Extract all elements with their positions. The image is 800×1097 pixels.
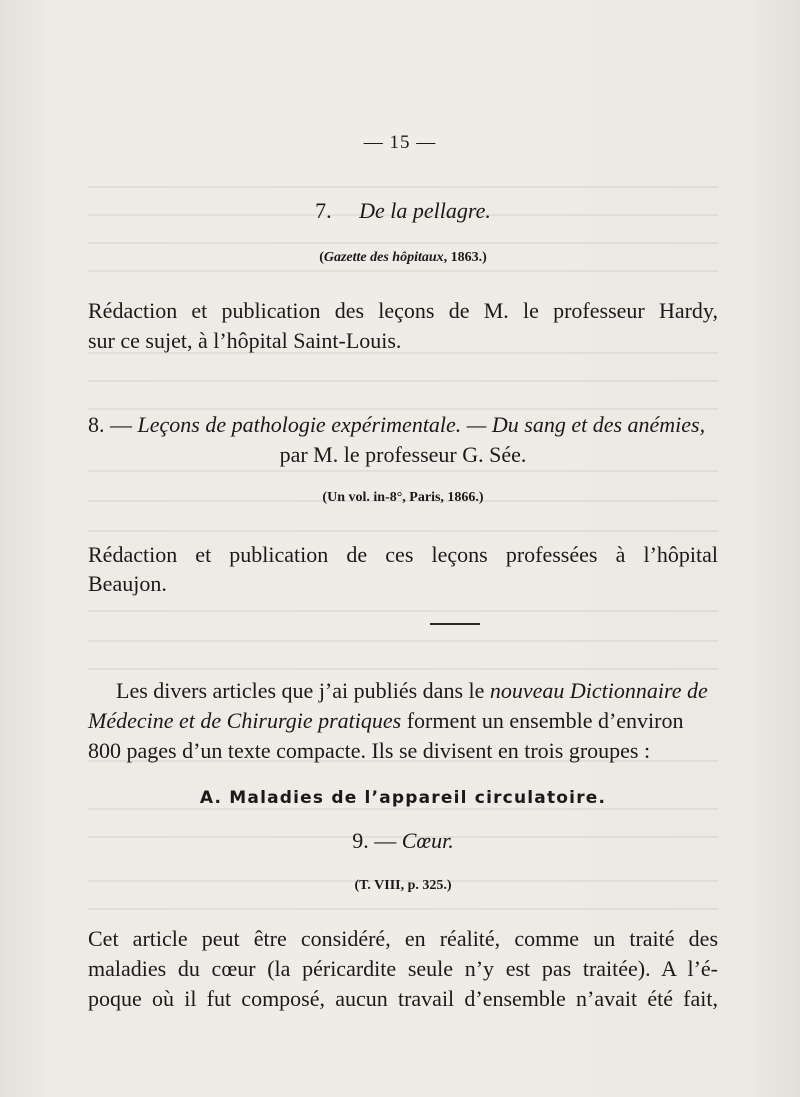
- entry-7-source-year: , 1863.: [443, 250, 483, 265]
- entry-9-text-line-1: Cet article peut être considéré, en réalité, comme un traité des: [88, 926, 718, 951]
- intro-line-1-text: Les divers articles que j’ai publiés dans le: [116, 678, 490, 703]
- intro-line-3: 800 pages d’un texte compacte. Ils se divisent en trois groupes :: [88, 738, 651, 763]
- intro-dictionary-title-cont: Médecine et de Chirurgie pratiques: [88, 708, 402, 733]
- entry-9-heading: [88, 826, 718, 856]
- show-through-line: [88, 470, 718, 472]
- entry-8-heading-line-1: [88, 410, 718, 440]
- intro-line-2-text: forment un ensemble d’environ: [401, 708, 684, 733]
- entry-7-text-line-1: Rédaction et publication des leçons de M. le professeur Hardy,: [88, 298, 718, 323]
- entry-7-number: 7.: [315, 198, 332, 223]
- entry-8-source: (Un vol. in-8°, Paris, 1866.): [322, 490, 484, 505]
- show-through-line: [88, 530, 718, 532]
- entry-8-text-line-2: Beaujon.: [88, 571, 167, 596]
- entry-7-source-journal: Gazette des hôpitaux: [323, 250, 444, 265]
- page-number: — 15 —: [363, 132, 437, 153]
- entry-7-text-line-2: sur ce sujet, à l’hôpital Saint-Louis.: [88, 328, 402, 353]
- entry-8-title: Leçons de pathologie expérimentale. — Du sang et des anémies,: [137, 412, 706, 437]
- show-through-line: [88, 610, 718, 612]
- entry-8-number: 8. —: [88, 412, 132, 437]
- intro-dictionary-title: nouveau Dictionnaire de: [489, 678, 708, 703]
- entry-9-number: 9. —: [352, 828, 397, 853]
- entry-7-source: (Gazette des hôpitaux, 1863.): [319, 250, 487, 265]
- show-through-line: [88, 640, 718, 642]
- entry-8-text-line-1: Rédaction et publication de ces leçons professées à l’hôpital: [88, 542, 718, 567]
- separator-rule: [430, 623, 480, 625]
- intro-line-2: [88, 706, 718, 736]
- show-through-line: [88, 908, 718, 910]
- entry-8-heading-line-2: par M. le professeur G. Sée.: [279, 442, 527, 467]
- entry-7-title: De la pellagre.: [359, 198, 491, 223]
- entry-9-text-line-3: poque où il fut composé, aucun travail d’ensemble n’avait été fait,: [88, 986, 718, 1011]
- show-through-line: [88, 668, 718, 670]
- show-through-line: [88, 186, 718, 188]
- entry-9-text-line-2: maladies du cœur (la péricardite seule n’y est pas traitée). A l’é-: [88, 956, 718, 981]
- show-through-line: [88, 242, 718, 244]
- entry-9-source: (T. VIII, p. 325.): [354, 878, 452, 893]
- show-through-line: [88, 380, 718, 382]
- intro-line-1: [116, 676, 718, 706]
- section-a-title: A. Maladies de l’appareil circulatoire.: [199, 788, 607, 808]
- entry-9-title: Cœur.: [401, 828, 454, 853]
- entry-7-heading: [88, 196, 718, 226]
- show-through-line: [88, 270, 718, 272]
